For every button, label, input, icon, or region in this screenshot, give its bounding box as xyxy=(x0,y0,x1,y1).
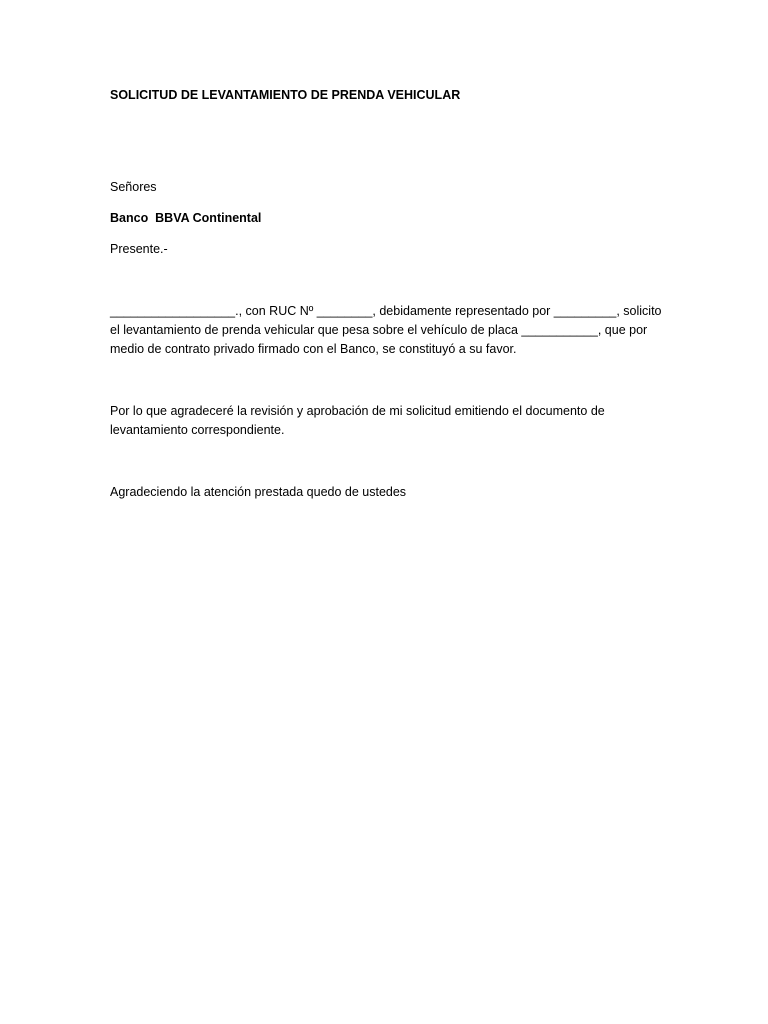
presente-line: Presente.- xyxy=(110,242,168,256)
request-paragraph xyxy=(110,302,666,359)
closing-line: Agradeciendo la atención prestada quedo de ustedes xyxy=(110,485,407,499)
paragraph-line: levantamiento correspondiente. xyxy=(110,423,285,437)
paragraph-line: __________________., con RUC Nº ________, debidamente representado por _________, solicito xyxy=(110,304,662,318)
approval-paragraph xyxy=(110,402,666,440)
paragraph-line: Por lo que agradeceré la revisión y aprobación de mi solicitud emitiendo el documento de xyxy=(110,404,605,418)
paragraph-line: medio de contrato privado firmado con el Banco, se constituyó a su favor. xyxy=(110,342,517,356)
salutation: Señores xyxy=(110,180,157,194)
paragraph-line: el levantamiento de prenda vehicular que pesa sobre el vehículo de placa ___________, que por xyxy=(110,323,648,337)
document-title: SOLICITUD DE LEVANTAMIENTO DE PRENDA VEHICULAR xyxy=(110,88,461,102)
recipient-bank: Banco BBVA Continental xyxy=(110,211,262,225)
